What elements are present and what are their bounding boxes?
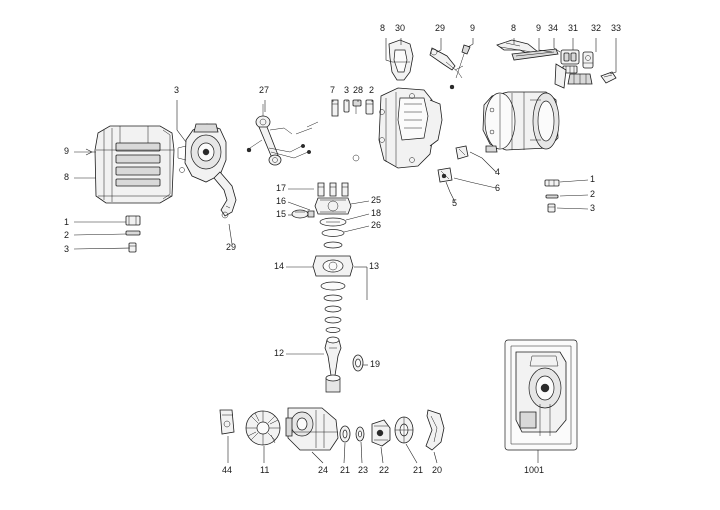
part-motor-housing [95, 126, 174, 203]
part-small-31-32-33 [555, 50, 616, 88]
callout-9-left: 9 [64, 146, 70, 156]
callout-22: 22 [379, 465, 390, 475]
callout-3-left: 3 [174, 85, 180, 95]
callout-1-right: 1 [590, 174, 596, 184]
callout-2-left: 2 [64, 230, 70, 240]
callout-8-top-2: 8 [511, 23, 517, 33]
callout-9-top-2: 9 [536, 23, 542, 33]
part-assembly-1001 [505, 340, 577, 450]
callout-3-lower-left: 3 [64, 244, 70, 254]
callout-14: 14 [274, 261, 285, 271]
callout-30: 30 [395, 23, 406, 33]
part-left-small-items [126, 216, 140, 252]
callout-1001: 1001 [524, 465, 545, 475]
callout-23: 23 [358, 465, 369, 475]
part-main-casing [379, 88, 442, 168]
part-tank-cylinder [483, 92, 559, 152]
callout-20: 20 [432, 465, 443, 475]
callout-7: 7 [330, 85, 336, 95]
callout-19: 19 [370, 359, 381, 369]
callout-12: 12 [274, 348, 285, 358]
part-cap-44 [220, 410, 234, 434]
callout-28: 28 [353, 85, 364, 95]
callout-8-left: 8 [64, 172, 70, 182]
callout-29-left: 29 [226, 242, 237, 252]
callout-44: 44 [222, 465, 233, 475]
callout-6: 6 [495, 183, 501, 193]
callout-29-top: 29 [435, 23, 446, 33]
callout-1-left: 1 [64, 217, 70, 227]
callout-21-b: 21 [413, 465, 424, 475]
callout-3-right: 3 [590, 203, 596, 213]
part-bearings-21-22-23 [340, 417, 413, 446]
part-lever-29 [430, 48, 463, 78]
callout-17: 17 [276, 183, 287, 193]
callout-32: 32 [591, 23, 602, 33]
part-end-cover-20 [426, 410, 444, 450]
callout-5: 5 [452, 198, 458, 208]
part-handle-30 [389, 40, 413, 80]
callout-18: 18 [371, 208, 382, 218]
part-fan-11 [246, 411, 280, 445]
callout-2-mid: 2 [369, 85, 375, 95]
callout-13: 13 [369, 261, 380, 271]
callout-31: 31 [568, 23, 579, 33]
callout-16: 16 [276, 196, 287, 206]
callout-8-top: 8 [380, 23, 386, 33]
callout-3-mid: 3 [344, 85, 350, 95]
part-crank-housing [178, 124, 236, 218]
callout-34: 34 [548, 23, 559, 33]
callout-4: 4 [495, 167, 501, 177]
part-connecting-rod-27 [247, 104, 318, 165]
callout-21-a: 21 [340, 465, 351, 475]
callout-33: 33 [611, 23, 622, 33]
part-bracket-24 [286, 408, 338, 450]
callout-27: 27 [259, 85, 270, 95]
part-piston-stack [313, 198, 363, 392]
callout-11: 11 [260, 465, 270, 475]
callout-9-top: 9 [470, 23, 476, 33]
callout-25: 25 [371, 195, 382, 205]
callout-15: 15 [276, 209, 287, 219]
callout-2-right: 2 [590, 189, 596, 199]
callout-26: 26 [371, 220, 382, 230]
part-fasteners-7-3-28-2 [332, 100, 373, 161]
callout-24: 24 [318, 465, 329, 475]
part-connectors-4-5-6 [438, 146, 468, 182]
part-right-small-items [545, 180, 559, 212]
